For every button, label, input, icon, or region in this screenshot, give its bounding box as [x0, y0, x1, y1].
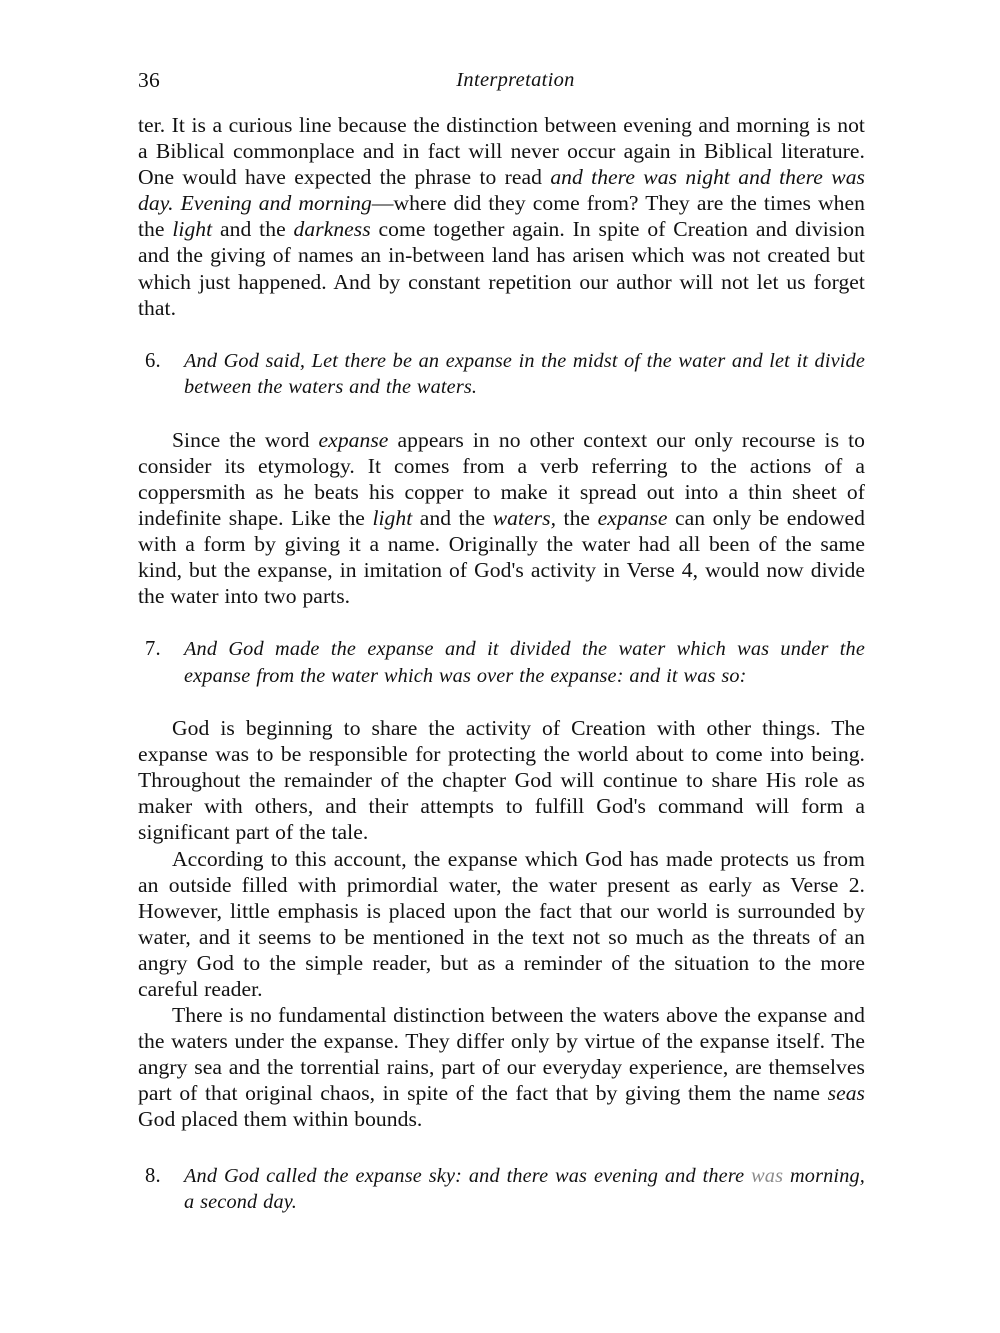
- verse-text: And God said, Let there be an expanse in the midst of the water and let it divide between the waters and the waters.: [184, 349, 865, 399]
- paragraph-according-to-account: According to this account, the expanse which God has made protects us from an outside filled with primordial water, the water present as early as Verse 2. However, little emphasis is placed upon the fact that our world is surrounded by water, and it seems to be mentioned in the text not so much as the threats of an angry God to the simple reader, but as a reminder of the situation to the more careful reader.: [138, 846, 865, 1001]
- paragraph-continuation: ter. It is a curious line because the distinction between evening and morning is not a Biblical commonplace and in fact will never occur again in Biblical literature. One would have expected the phrase to read and there was night and there was day. Evening and morning—where did they come from? They are the times when the light and the darkness come together again. In spite of Creation and division and the giving of names an in-between land has arisen which was not created but which just happened. And by constant repetition our author will not let us forget that.: [138, 113, 865, 320]
- verse-number: 8.: [145, 1164, 161, 1187]
- spacer: [138, 689, 865, 715]
- text-column: [138, 112, 865, 1215]
- scripture-quotation-7: [138, 636, 865, 689]
- spacer: [138, 1133, 865, 1163]
- verse-text: And God made the expanse and it divided the water which was under the expanse from the water which was over the expanse: and it was so:: [184, 638, 865, 687]
- verse-number: 6.: [145, 349, 161, 372]
- paragraph-expanse-etymology: Since the word expanse appears in no other context our only recourse is to consider its etymology. It comes from a verb referring to the actions of a coppersmith as he beats his copper to make it spread out into a thin sheet of indefinite shape. Like the light and the waters, the expanse can only be endowed with a form by giving it a name. Originally the water had all been of the same kind, but the expanse, in imitation of God's activity in Verse 4, would now divide the water into two parts.: [138, 427, 865, 609]
- scripture-quotation-6: [138, 348, 865, 401]
- spacer: [138, 321, 865, 348]
- running-head: [138, 66, 865, 96]
- spacer: [138, 401, 865, 427]
- spacer: [138, 609, 865, 636]
- scripture-quotation-8: [138, 1163, 865, 1216]
- verse-text-head: And God called the expanse sky: and there was evening and there: [184, 1164, 752, 1187]
- verse-number: 7.: [145, 638, 161, 661]
- verse-text-tail: morning, a second day.: [184, 1164, 865, 1213]
- paragraph-sharing-creation: God is beginning to share the activity of Creation with other things. The expanse was to be responsible for protecting the world about to come into being. Throughout the remainder of the chapter God will continue to share His role as maker with others, and their attempts to fulfill God's command will form a significant part of the tale.: [138, 716, 865, 845]
- paragraph-no-fundamental-distinction: There is no fundamental distinction between the waters above the expanse and the waters under the expanse. They differ only by virtue of the expanse itself. The angry sea and the torrential rains, part of our everyday experience, are themselves part of that original chaos, in spite of the fact that by giving them the name seas God placed them within bounds.: [138, 1003, 865, 1132]
- page-number: 36: [138, 68, 160, 92]
- verse-text-faded: was: [751, 1164, 784, 1187]
- running-head-title: Interpretation: [456, 69, 575, 91]
